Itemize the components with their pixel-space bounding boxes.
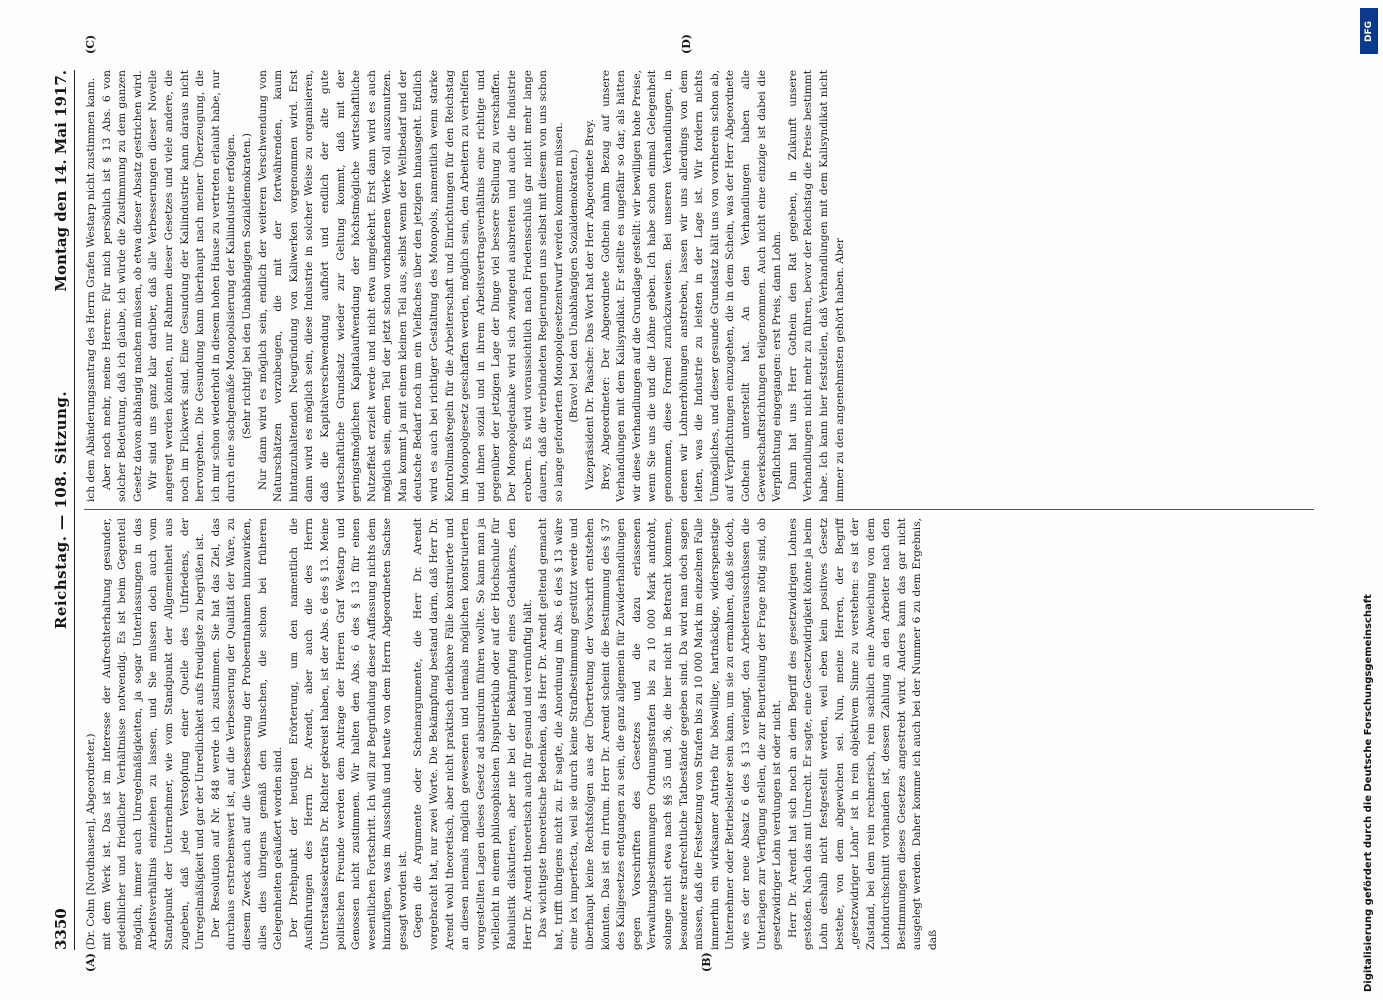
- paragraph: Der Resolution auf Nr. 848 werde ich zustimmen. Sie hat das Ziel, das durchaus erstrebenswert ist, auf die Verbesserung der Qualität der Ware, zu diesem Zweck auch auf die Verbesserung der Probeentnahmen hinzuwirken, alles dies übrigens gemäß den Wünschen, die schon bei früheren Gelegenheiten geäußert worden sind.: [209, 518, 285, 950]
- speaker-heading: (Dr. Cohn [Nordhausen], Abgeordneter.): [85, 733, 97, 950]
- column-divider: [84, 509, 1314, 510]
- paragraph: Nur dann wird es möglich sein, endlich der weiteren Verschwendung von Naturschätzen vorzubeugen, die mit der fortwährenden, kaum hintanzuhaltenden Neugründung von Kaliwerken vorgenommen wird. Erst dann wird es möglich sein, diese Industrie in solcher Weise zu organisieren, daß die Kapitalverschwendung aufhört und endlich der alte gute wirtschaftliche Grundsatz wieder zur Geltung kommt, daß mit der geringstmöglichen Kapitalaufwendung der höchstmögliche wirtschaftliche Nutzeffekt erzielt werde und nicht etwa umgekehrt. Erst dann wird es auch möglich sein, einen Teil der jetzt schon vorhandenen Werke voll auszunutzen. Man kommt ja mit einem kleinen Teil aus, selbst wenn der Weltbedarf und der deutsche Bedarf noch um ein Vielfaches über den jetzigen hinausgeht. Endlich wird es auch bei richtiger Gestaltung des Monopols, namentlich wenn starke Kontrollmaßregeln für die Arbeiterschaft und Einrichtungen für den Reichstag im Monopolgesetz geschaffen werden, möglich sein, den Arbeitern zu verhelfen und ihnen sozial und in ihrem Arbeitsvertragsverhältnis eine richtige und gegenüber der jetzigen Lage der Dinge viel bessere Stellung zu verschaffen. Der Monopolgedanke wird sich zwingend ausbreiten und auch die Industrie erobern. Es wird voraussichtlich nach Friedensschluß gar nicht mehr lange dauern, daß die verbündeten Regierungen uns selbst mit diesem von uns schon so lange geforderten Monopolgesetzentwurf werden kommen müssen.: [256, 70, 565, 502]
- paragraph: Dann hat uns Herr Gothein den Rat gegeben, in Zukunft unsere Verhandlungen nicht mehr zu führen, bevor der Reichstag die Preise bestimmt habe. Ich kann hier feststellen, daß Verhandlungen mit dem Kalisyndikat nicht immer zu den angenehmsten gehört haben. Aber: [786, 70, 846, 502]
- right-text-column: [84, 70, 1314, 502]
- page-header: [52, 70, 75, 950]
- margin-marker-a: (A): [84, 953, 97, 972]
- paragraph: ich dem Abänderungsantrag des Herrn Grafen Westarp nicht zustimmen kann.: [85, 77, 97, 502]
- page-number: 3350: [52, 908, 70, 950]
- margin-marker-d: (D): [680, 34, 693, 54]
- digitization-credit: [1358, 8, 1380, 992]
- credit-text: Digitalisierung gefördert durch die Deutsche Forschungsgemeinschaft: [1363, 594, 1374, 992]
- paragraph: Herr Dr. Arendt hat sich noch an dem Begriff des gesetzwidrigen Lohnes gestoßen. Nach das mit Unrecht. Er sagte, eine Gesetzwidrigkeit könne ja beim Lohn deshalb nicht festgestellt werden, weil eben kein positives Gesetz bestehe, von dem abgewichen sei. Nun, meine Herren, der Begriff „gesetzwidriger Lohn“ ist in rein objektivem Sinne zu verstehen: es ist der Zustand, bei dem rein rechnerisch, rein sachlich eine Abweichung von dem Lohndurchschnitt vorhanden ist, dessen Zahlung an den Arbeiter nach den Bestimmungen dieses Gesetzes angestrebt wird. Anders kann das gar nicht ausgelegt werden. Daher komme ich auch bei der Nummer 6 zu dem Ergebnis, daß: [786, 518, 940, 950]
- dfg-logo-icon: DFG: [1360, 8, 1378, 54]
- paragraph: Brey, Abgeordneter: Der Abgeordnete Gothein nahm Bezug auf unsere Verhandlungen mit dem Kalisyndikat. Er stellte es ungefähr so dar, als hätten wir diese Verhandlungen auf die Grundlage gestellt: wir bewilligen hohe Preise, wenn Sie uns die und die Löhne geben. Ich habe schon einmal Gelegenheit genommen, diese Formel zurückzuweisen. Bei unseren Verhandlungen, in denen wir Lohnerhöhungen anstreben, lassen wir uns allerdings von dem leiten, was die Industrie zu leisten in der Lage ist. Wir fordern nichts Unmögliches, und dieser gesunde Grundsatz hält uns von vornherein schon ab, auf Verpflichtungen einzugehen, die in dem Schein, was der Herr Abgeordnete Gothein unterstellt hat. An den Verhandlungen haben alle Gewerkschaftsrichtungen teilgenommen. Auch nicht eine einzige ist dabei die Verpflichtung eingegangen: erst Preis, dann Lohn.: [599, 70, 784, 502]
- paragraph: Gegen die Argumente oder Scheinargumente, die Herr Dr. Arendt vorgebracht hat, nur zwei Worte. Die Bekämpfung bestand darin, daß Herr Dr. Arendt wohl theoretisch, aber nicht praktisch denkbare Fälle konstruierte und an diesen niemals möglich gewesenen und niemals möglichen konstruierten vorgestellten Lagen dieses Gesetz ad absurdum führen wollte. So kann man ja vielleicht in einem philosophischen Disputierklub oder auf der Hochschule für Rabulistik diskutieren, aber nie bei der Bekämpfung eines Gedankens, den Herr Dr. Arendt theoretisch auch für gesund und vernünftig hält.: [412, 518, 534, 950]
- interjection: (Sehr richtig! bei den Unabhängigen Sozialdemokraten.): [240, 133, 253, 439]
- margin-marker-b: (B): [700, 952, 713, 972]
- session-title: Reichstag. — 108. Sitzung.: [52, 390, 70, 630]
- paragraph: mit dem Werk ist. Das ist im Interesse der Aufrechterhaltung gesunder, gedeihlicher und friedlicher Verhältnisse notwendig. Es ist beim Gegenteil möglich, immer auch Unregelmäßigkeiten, ja sogar Unterlassungen in das Arbeitsverhältnis einziehen zu lassen, und Sie müssen doch auch vom Standpunkt der Unternehmer, wie vom Standpunkt der Allgemeinheit aus zugeben, daß jede Verstopfung einer Quelle des Unfriedens, der Unregelmäßigkeit und gar der Unredlichkeit aufs freudigste zu begrüßen ist.: [100, 518, 207, 950]
- left-text-column: [84, 518, 1314, 950]
- paragraph: Wir sind uns ganz klar darüber, daß alle Verbesserungen dieser Novelle angeregt werden könnten, nur Rahmen dieser Gesetzes und viele andere, die noch im Flickwerk sind. Eine Gesundung der Kaliindustrie kann daraus nicht hervorgehen. Die Gesundung kann überhaupt nach meiner Überzeugung, die ich mir schon wiederholt in diesem hohen Hause zu vertreten erlaubt habe, nur durch eine sachgemäße Monopolisierung der Kaliindustrie erfolgen.: [147, 70, 238, 502]
- margin-marker-c: (C): [84, 34, 97, 54]
- paragraph: Aber noch mehr, meine Herren: Für mich persönlich ist § 13 Abs. 6 von solcher Bedeutung, daß ich glaube, ich würde die Zustimmung zu dem ganzen Gesetz davon abhängig machen müssen, ob etwa dieser Absatz gestrichen wird.: [100, 70, 144, 502]
- paragraph: Der Drehpunkt der heutigen Erörterung, um den namentlich die Ausführungen des Herrn Dr. Arendt, aber auch die des Herrn Unterstaatssekretärs Dr. Richter gekreist haben, ist der Abs. 6 des § 13. Meine politischen Freunde werden dem Antrage der Herren Graf Westarp und Genossen nicht zustimmen. Wir halten den Abs. 6 des § 13 für einen wesentlichen Fortschritt. Ich will zur Begründung dieser Auffassung nichts dem hinzufügen, was im Ausschuß und heute von dem Herrn Abgeordneten Sachse gesagt worden ist.: [287, 518, 409, 950]
- interjection: (Bravo! bei den Unabhängigen Sozialdemokraten.): [568, 149, 581, 423]
- session-date: Montag den 14. Mai 1917.: [52, 70, 70, 292]
- paragraph: Das wichtigste theoretische Bedenken, das Herr Dr. Arendt geltend gemacht hat, trifft übrigens nicht zu. Er sagte, die Anordnung im Abs. 6 des § 13 wäre eine lex imperfecta, weil sie durch keine Strafbestimmung gestützt werde und überhaupt keine Rechtsfolgen aus der Übertretung der Vorschrift entstehen könnten. Das ist ein Irrtum. Herr Dr. Arendt scheint die Bestimmung des § 37 des Kaligesetzes entgangen zu sein, die ganz allgemein für Zuwiderhandlungen gegen Vorschriften des Gesetzes und die dazu erlassenen Verwaltungsbestimmungen Ordnungsstrafen bis zu 10 000 Mark androht, solange nicht etwa nach §§ 35 und 36, die hier nicht in Betracht kommen, besondere strafrechtliche Tatbestände gegeben sind. Da wird man doch sagen müssen, daß die Festsetzung von Strafen bis zu 10 000 Mark im einzelnen Falle immerhin ein wirksamer Antrieb für böswillige, hartnäckige, widerspenstige Unternehmer oder Betriebsleiter sein kann, um sie zu ermahnen, daß sie doch, wie es der neue Absatz 6 des § 13 verlangt, den Arbeiterausschüssen die Unterlagen zur Verfügung stellen, die zur Beurteilung der Frage nötig sind, ob gesetzwidriger Lohn verdungen ist oder nicht.: [537, 518, 784, 950]
- paragraph: Vizepräsident Dr. Paasche: Das Wort hat der Herr Abgeordnete Brey.: [584, 119, 596, 490]
